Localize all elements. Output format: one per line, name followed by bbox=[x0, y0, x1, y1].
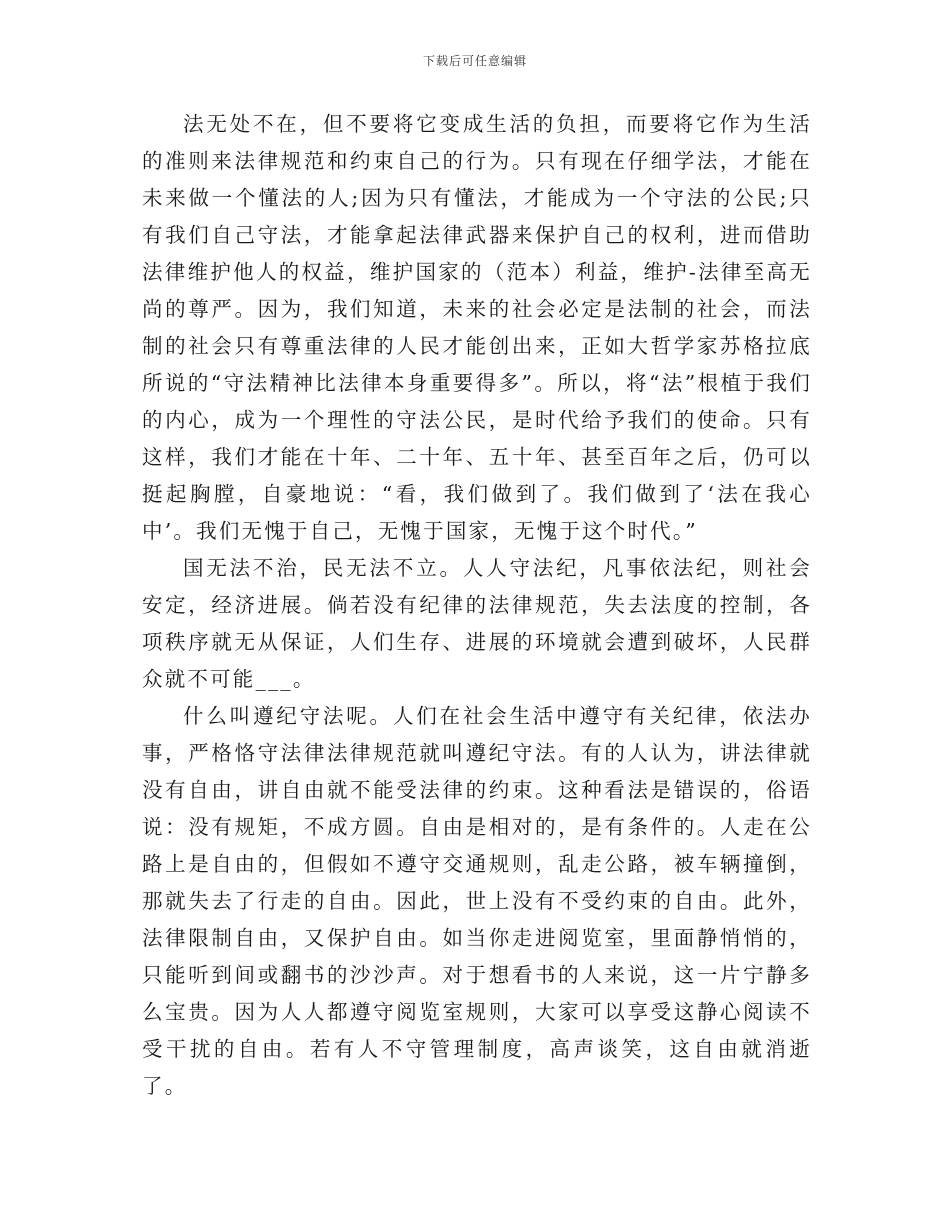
paragraph-law-everywhere: 法无处不在，但不要将它变成生活的负担，而要将它作为生活的准则来法律规范和约束自己的行为。只有现在仔细学法，才能在未来做一个懂法的人;因为只有懂法，才能成为一个守法的公民;只有我们自己守法，才能拿起法律武器来保护自己的权利，进而借助法律维护他人的权益，维护国家的（范本）利益，维护-法律至高无尚的尊严。因为，我们知道，未来的社会必定是法制的社会，而法制的社会只有尊重法律的人民才能创出来，正如大哲学家苏格拉底所说的“守法精神比法律本身重要得多”。所以，将“法”根植于我们的内心，成为一个理性的守法公民，是时代给予我们的使命。只有这样，我们才能在十年、二十年、五十年、甚至百年之后，仍可以挺起胸膛，自豪地说：“看，我们做到了。我们做到了‘法在我心中’。我们无愧于自己，无愧于国家，无愧于这个时代。” bbox=[142, 112, 812, 543]
paragraph-what-is-law-abiding: 什么叫遵纪守法呢。人们在社会生活中遵守有关纪律，依法办事，严格恪守法律法律规范就叫遵纪守法。有的人认为，讲法律就没有自由，讲自由就不能受法律的约束。这种看法是错误的，俗语说：没有规矩，不成方圆。自由是相对的，是有条件的。人走在公路上是自由的，但假如不遵守交通规则，乱走公路，被车辆撞倒，那就失去了行走的自由。因此，世上没有不受约束的自由。此外，法律限制自由，又保护自由。如当你走进阅览室，里面静悄悄的，只能听到间或翻书的沙沙声。对于想看书的人来说，这一片宁静多么宝贵。因为人人都遵守阅览室规则，大家可以享受这静心阅读不受干扰的自由。若有人不守管理制度，高声谈笑，这自由就消逝了。 bbox=[142, 704, 812, 1098]
document-body bbox=[142, 106, 812, 1105]
paragraph-country-law: 国无法不治，民无法不立。人人守法纪，凡事依法纪，则社会安定，经济进展。倘若没有纪律的法律规范，失去法度的控制，各项秩序就无从保证，人们生存、进展的环境就会遭到破坏，人民群众就不可能___。 bbox=[142, 556, 812, 691]
page-header-note: 下载后可任意编辑 bbox=[422, 54, 527, 68]
